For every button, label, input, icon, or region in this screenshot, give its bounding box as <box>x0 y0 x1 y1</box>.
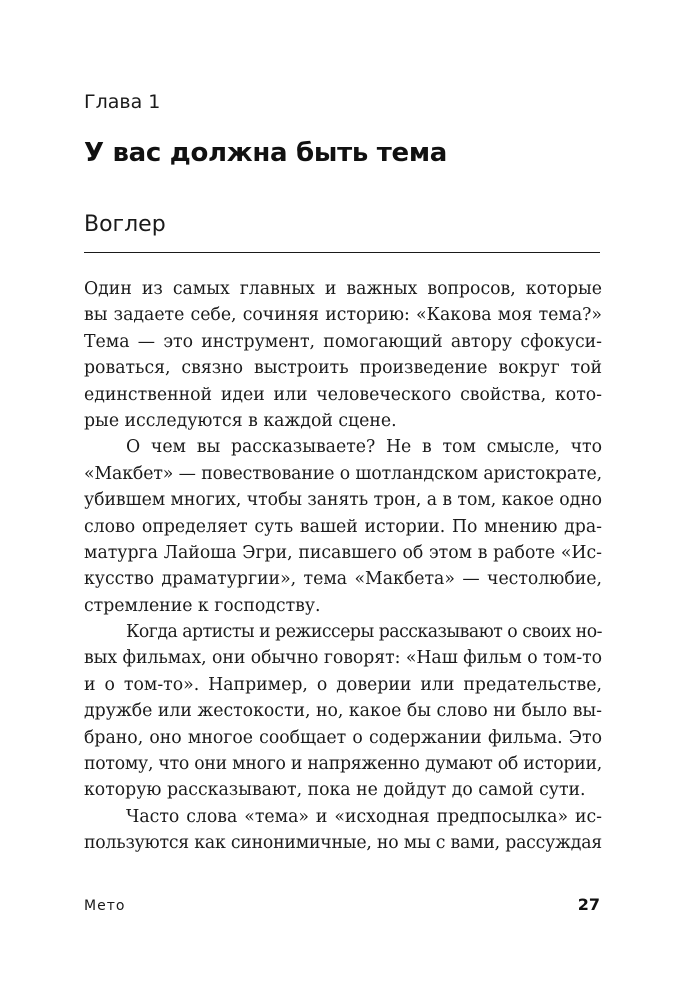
section-author: Воглер <box>84 212 166 237</box>
text-line: вых фильмах, они обычно говорят: «Наш фильм о том-то <box>84 648 602 669</box>
text-line: рые исследуются в каждой сцене. <box>84 410 397 431</box>
section-divider <box>84 252 600 253</box>
text-line: вы задаете себе, сочиняя историю: «Какова моя тема?» <box>84 305 602 326</box>
chapter-label: Глава 1 <box>84 91 161 113</box>
text-line: пользуются как синонимичные, но мы с вами, рассуждая <box>84 833 602 854</box>
text-line: роваться, связно выстроить произведение вокруг той <box>84 358 602 379</box>
text-line: потому, что они много и напряженно думают об истории, <box>84 754 602 775</box>
text-line: слово определяет суть вашей истории. По мнению дра- <box>84 516 602 537</box>
text-line: матурга Лайоша Эгри, писавшего об этом в работе «Ис- <box>84 542 602 563</box>
text-line: Когда артисты и режиссеры рассказывают о своих но- <box>126 622 602 643</box>
text-line: Один из самых главных и важных вопросов, которые <box>84 279 602 299</box>
text-line: единственной идеи или человеческого свойства, кото- <box>84 384 602 405</box>
text-line: О чем вы рассказываете? Не в том смысле, что <box>126 437 602 458</box>
text-line: дружбе или жестокости, но, какое бы слово ни было вы- <box>84 701 602 722</box>
text-line: Тема — это инструмент, помогающий автору сфокуси- <box>84 331 602 352</box>
page-number: 27 <box>577 895 600 914</box>
text-line: стремление к господству. <box>84 595 321 616</box>
text-line: и о том-то». Например, о доверии или предательстве, <box>84 674 602 695</box>
text-line: которую рассказывают, пока не дойдут до самой сути. <box>84 780 586 801</box>
publisher-name: Мето <box>84 898 126 914</box>
text-line: Часто слова «тема» и «исходная предпосылка» ис- <box>126 806 602 827</box>
body-text <box>84 276 602 857</box>
chapter-title: У вас должна быть тема <box>84 138 448 168</box>
text-line: «Макбет» — повествование о шотландском аристократе, <box>84 463 602 484</box>
text-line: убившем многих, чтобы занять трон, а в том, какое одно <box>84 490 602 511</box>
text-line: кусство драматургии», тема «Макбета» — честолюбие, <box>84 569 602 590</box>
text-line: брано, оно многое сообщает о содержании фильма. Это <box>84 727 602 748</box>
